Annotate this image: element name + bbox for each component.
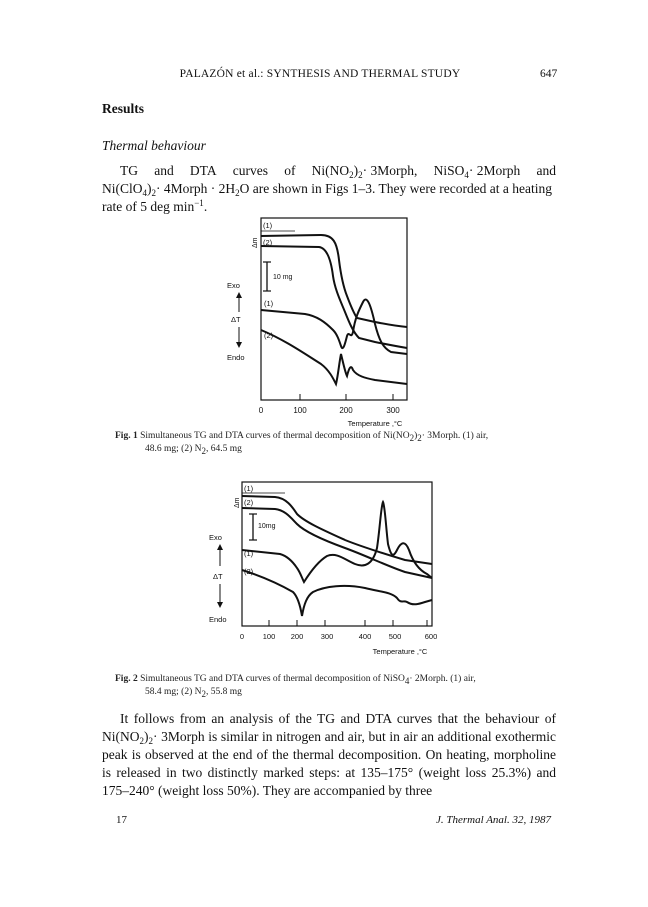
- fig2-xtick-0: 0: [239, 632, 245, 641]
- intro-line-2: $Ni(ClO_4)_2\cdot$ 4Morph · $2H_2O$ are shown in Figs 1–3. They were recorded at a heating: [102, 181, 553, 198]
- fig2-xlabel: Temperature ,°C: [372, 647, 428, 656]
- fig2-endo-label: Endo: [209, 615, 227, 624]
- formula-ni-nitrite-2: $Ni(NO_2)_2\cdot$ 3Morph is similar in nitrogen and air, but in air an additional: [102, 729, 492, 746]
- figure-2-plot: [205, 478, 450, 668]
- fig2-dm-label: Δm: [234, 497, 241, 508]
- formula-ni-nitrite: $Ni(NO_2)_2\cdot$ 3Morph,: [311, 163, 418, 180]
- fig2-exo-label: Exo: [209, 533, 222, 542]
- fig2-xtick-500: 500: [388, 632, 402, 641]
- fig2-xtick-200: 200: [290, 632, 304, 641]
- fig2-xtick-300: 300: [320, 632, 334, 641]
- fig2-xtick-100: 100: [262, 632, 276, 641]
- fig1-tg-label-2: (2): [263, 238, 273, 247]
- fig1-dta-label-1: (1): [264, 299, 274, 308]
- fig1-dta-curve-2: [261, 330, 407, 384]
- journal-citation: J. Thermal Anal. 32, 1987: [436, 814, 551, 826]
- fig1-dt-label: ΔT: [231, 315, 241, 324]
- fig1-frame: [261, 218, 407, 400]
- fig1-dta-curve-1: [261, 299, 407, 354]
- fig1-dta-label-2: (2): [264, 331, 274, 340]
- running-header: PALAZÓN et al.: SYNTHESIS AND THERMAL STUDY: [179, 68, 461, 80]
- figure-1-plot: [225, 214, 425, 430]
- page-number: 647: [540, 68, 558, 80]
- fig1-xlabel: Temperature ,°C: [347, 419, 403, 428]
- subsection-title: Thermal behaviour: [102, 138, 206, 153]
- fig2-dta-curve-1: [242, 502, 432, 582]
- intro-line-3: rate of 5 deg $\min^{-1}$.: [102, 198, 208, 214]
- formula-niso4: NiSO$_4$· 2Morph: [433, 163, 521, 180]
- fig1-exo-label: Exo: [227, 281, 240, 290]
- fig1-xtick-200: 200: [339, 406, 353, 415]
- section-title: Results: [102, 101, 145, 116]
- paragraph-analysis: It follows from an analysis of the TG and DTA curves that the behaviour of $Ni(NO_2)_2\cdot$ 3Morph is similar in nitrogen and air, but in air an additional exothermic peak is observed at the end of the thermal decomposition. On heating, morpholine is released in two distinctly marked steps: at 135–175° (weight loss 25.3%) and 175–240° (weight loss 50%). They are accompanied by three: [102, 711, 556, 798]
- fig2-tg-label-1: (1): [244, 484, 254, 493]
- fig2-scale-label: 10mg: [258, 523, 276, 530]
- figure-1-caption: Fig. 1 Simultaneous TG and DTA curves of thermal decomposition of $Ni(NO_2)_2\cdot$ 3Morph. (1) air, 48.6 mg; (2) $N_2$, 64.5 mg: [115, 431, 489, 456]
- fig2-xtick-400: 400: [358, 632, 372, 641]
- fig2-xtick-600: 600: [424, 632, 438, 641]
- fig1-xtick-300: 300: [386, 406, 400, 415]
- fig1-dm-label: Δm: [252, 237, 259, 248]
- fig2-dta-label-1: (1): [244, 549, 254, 558]
- fig1-tg-label-1: (1): [263, 221, 273, 230]
- fig1-endo-label: Endo: [227, 353, 245, 362]
- fig2-dta-curve-2: [242, 570, 432, 616]
- fig2-dta-label-2: (2): [244, 567, 254, 576]
- figure-2-caption: Fig. 2 Simultaneous TG and DTA curves of thermal decomposition of NiSO$_4$· 2Morph. (1) air, 58.4 mg; (2) $N_2$, 55.8 mg: [115, 674, 476, 699]
- fig1-scale-label: 10 mg: [273, 274, 293, 281]
- footer-number: 17: [116, 814, 127, 826]
- fig1-xtick-0: 0: [258, 406, 264, 415]
- fig2-dt-label: ΔT: [213, 572, 223, 581]
- paragraph-intro: TG and DTA curves of $Ni(NO_2)_2\cdot$ 3Morph, NiSO$_4$· 2Morph and $Ni(ClO_4)_2\cdot$ 4Morph · $2H_2O$ are shown in Figs 1–3. They were recorded at a heating rate of 5 deg $\min^{-1}$.: [102, 163, 556, 214]
- fig2-tg-label-2: (2): [244, 498, 254, 507]
- fig1-xtick-100: 100: [293, 406, 307, 415]
